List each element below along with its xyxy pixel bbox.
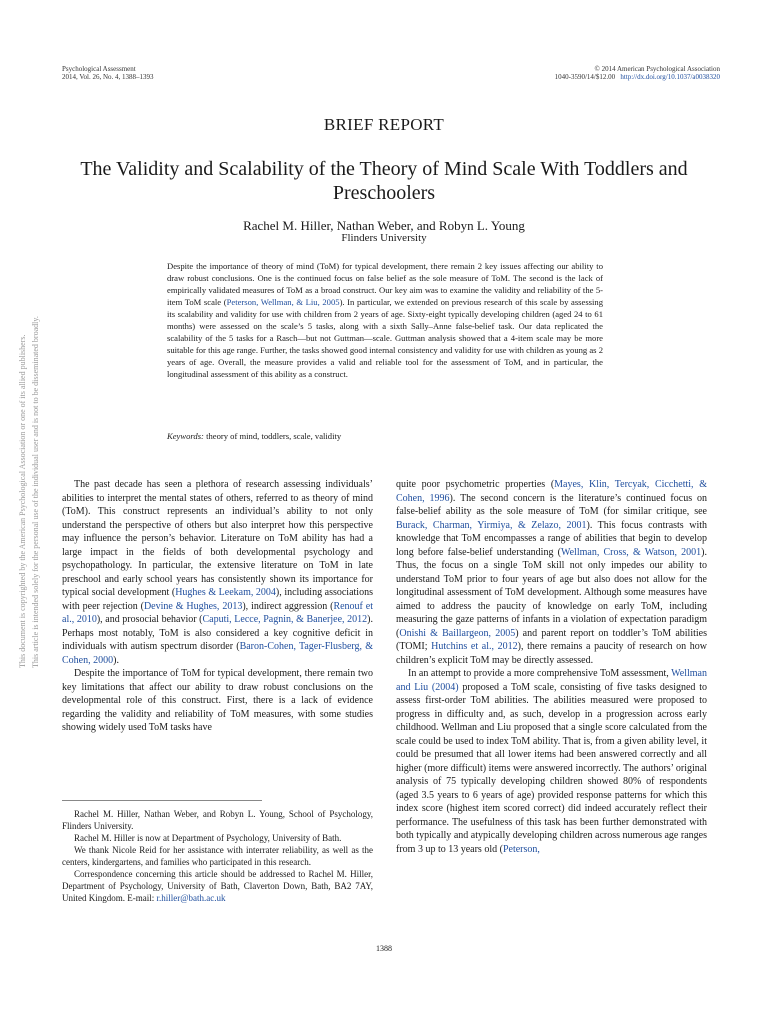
citation-link[interactable]: Hughes & Leekam, 2004 bbox=[175, 587, 276, 598]
footnote-acknowledgment: We thank Nicole Reid for her assistance with interrater reliability, as well as the centers, kindergartens, and families who participated in this research. bbox=[62, 845, 373, 867]
paragraph: Despite the importance of ToM for typical development, there remain two key limitations that affect our ability to draw robust conclusions on the developmental role of this construct. First, there is a lack of evidence regarding the validity and reliability of ToM measures, with some studies showing widely used ToM tasks have bbox=[62, 668, 373, 733]
citation-link[interactable]: Onishi & Baillargeon, 2005 bbox=[399, 627, 516, 639]
watermark-line-1: This document is copyrighted by the American Psychological Association or one of its allied publishers. bbox=[18, 334, 27, 668]
footnote-divider bbox=[62, 800, 262, 801]
copyright-line: © 2014 American Psychological Association bbox=[594, 65, 720, 73]
citation-link[interactable]: Caputi, Lecce, Pagnin, & Banerjee, 2012 bbox=[202, 614, 368, 625]
keywords-label: Keywords: bbox=[167, 431, 204, 441]
journal-citation: 2014, Vol. 26, No. 4, 1388–1393 bbox=[62, 73, 154, 81]
journal-header-left bbox=[62, 65, 154, 81]
issn: 1040-3590/14/$12.00 bbox=[554, 73, 616, 81]
paragraph: quite poor psychometric properties (Mayes, Klin, Tercyak, Cicchetti, & Cohen, 1996). The second concern is the literature’s continued focus on false-belief ability as the sole measure of ToM (for similar critique, see Burack, Charman, Yirmiya, & Zelazo, 2001). This focus contrasts with knowledge that ToM encompasses a range of abilities that begin to develop long before false-belief understanding (Wellman, Cross, & Watson, 2001). Thus, the focus on a single ToM skill not only impedes our ability to understand ToM prior to four years of age but also does not allow for the longitudinal assessment of ToM development. Although some measures have aimed to address the paucity of knowledge on early ToM, including measuring the gaze patterns of infants in a violation of expectation paradigm (Onishi & Baillargeon, 2005) and parent report on toddler’s ToM abilities (TOMI; Hutchins et al., 2012), there remains a paucity of research on how children’s explicit ToM may be directly assessed. bbox=[396, 479, 708, 666]
section-label: BRIEF REPORT bbox=[323, 115, 445, 134]
journal-header-right bbox=[555, 65, 720, 81]
footnotes bbox=[62, 808, 373, 904]
page-number: 1388 bbox=[376, 944, 392, 953]
journal-name: Psychological Assessment bbox=[62, 65, 136, 73]
body-column-right bbox=[396, 478, 707, 856]
citation-link[interactable]: Peterson, bbox=[502, 843, 540, 855]
article-title: The Validity and Scalability of the Theory of Mind Scale With Toddlers and Preschoolers bbox=[80, 158, 688, 204]
abstract: Despite the importance of theory of mind (ToM) for typical development, there remain 2 key issues affecting our ability to draw robust conclusions. One is the continued focus on false belief as the sole measure of ToM. The second is the lack of empirically validated measures of ToM as a broad construct. Our key aim was to examine the validity and reliability of the 5-item ToM scale (Peterson, Wellman, & Liu, 2005). In particular, we extended on previous research of this scale by assessing its scalability and validity for use with children from 2 years of age. Sixty-eight typically developing children (aged 24 to 61 months) were assessed on the scale’s 5 tasks, along with a sixth Sally–Anne false-belief task. Our data replicated the scalability of the 5 tasks for a Rasch—but not Guttman—scale. Guttman analysis showed that a 4-item scale may be more suitable for this age range. Further, the tasks showed good internal consistency and validity for use with children as young as 2 years of age. Overall, the measure provides a valid and reliable tool for the assessment of ToM, and in particular, the longitudinal assessment of this ability as a construct. bbox=[167, 261, 604, 379]
footnote-affiliation: Rachel M. Hiller, Nathan Weber, and Robyn L. Young, School of Psychology, Flinders University. bbox=[62, 809, 373, 831]
email-link[interactable]: r.hiller@bath.ac.uk bbox=[156, 893, 226, 903]
issn-doi-line bbox=[555, 73, 720, 81]
citation-link[interactable]: Baron-Cohen, Tager-Flusberg, & Cohen, 2000 bbox=[62, 641, 373, 666]
citation-link[interactable]: Wellman, Cross, & Watson, 2001 bbox=[560, 546, 702, 558]
footnote-correspondence: Correspondence concerning this article should be addressed to Rachel M. Hiller, Department of Psychology, University of Bath, Claverton Down, Bath, BA2 7AY, United Kingdom. E-mail: r.hiller@bath.ac.uk bbox=[62, 869, 373, 903]
keywords-text: theory of mind, toddlers, scale, validity bbox=[203, 431, 342, 441]
paragraph: The past decade has seen a plethora of research assessing individuals’ abilities to interpret the mental states of others, referred to as theory of mind (ToM). This construct represents an individual’s ability to not only understand the perspective of others but also interpret how this perspective may influence the person’s behavior. Literature on ToM ability has had a large impact in the fields of both developmental psychology and psychopathology. In particular, the extensive literature on ToM in late preschool and early school years has consistently shown its importance for typical social development (Hughes & Leekam, 2004), including associations with peer rejection (Devine & Hughes, 2013), indirect aggression (Renouf et al., 2010), and prosocial behavior (Caputi, Lecce, Pagnin, & Banerjee, 2012). Perhaps most notably, ToM is also considered a key cognitive deficit in individuals with autism spectrum disorder (Baron-Cohen, Tager-Flusberg, & Cohen, 2000). bbox=[62, 479, 373, 666]
paragraph: In an attempt to provide a more comprehensive ToM assessment, Wellman and Liu (2004) proposed a ToM scale, consisting of five tasks designed to assess first-order ToM abilities. The abilities measured were proposed to progress in difficulty and, as such, develop in a progression across early childhood. Wellman and Liu proposed that a single score calculated from the scale could be used to index ToM ability. That is, from a given ability level, it could be presumed that all lower items had been answered correctly and all higher (more difficult) items were answered incorrectly. The authors’ original analysis of 75 typically developing children showed 80% of respondents (aged 3.5 years to 6 years of age) provided response patterns for which this index score (highest item scored correct) did indeed accurately reflect their performance. The usefulness of this task has been further demonstrated with both typically and atypically developing children across numerous age ranges from 3 up to 13 years old (Peterson, bbox=[396, 668, 707, 855]
copyright-watermark bbox=[16, 228, 42, 668]
citation-link[interactable]: Peterson, Wellman, & Liu, 2005 bbox=[226, 297, 340, 307]
citation-link[interactable]: Wellman and Liu (2004) bbox=[396, 668, 707, 693]
citation-link[interactable]: Burack, Charman, Yirmiya, & Zelazo, 2001 bbox=[396, 519, 587, 531]
citation-link[interactable]: Mayes, Klin, Tercyak, Cicchetti, & Cohen, 1996 bbox=[396, 479, 707, 504]
footnote-current-address: Rachel M. Hiller is now at Department of Psychology, University of Bath. bbox=[74, 833, 342, 843]
body-column-left bbox=[62, 478, 373, 735]
citation-link[interactable]: Hutchins et al., 2012 bbox=[431, 641, 518, 652]
affiliation: Flinders University bbox=[341, 232, 427, 244]
citation-link[interactable]: Devine & Hughes, 2013 bbox=[143, 600, 243, 612]
author-list: Rachel M. Hiller, Nathan Weber, and Robyn L. Young bbox=[243, 218, 525, 233]
citation-link[interactable]: Renouf et al., 2010 bbox=[62, 600, 373, 625]
watermark-line-2: This article is intended solely for the personal use of the individual user and is not to be disseminated broadly. bbox=[31, 316, 40, 668]
doi-link[interactable]: http://dx.doi.org/10.1037/a0038320 bbox=[620, 73, 720, 81]
keywords bbox=[167, 430, 603, 442]
